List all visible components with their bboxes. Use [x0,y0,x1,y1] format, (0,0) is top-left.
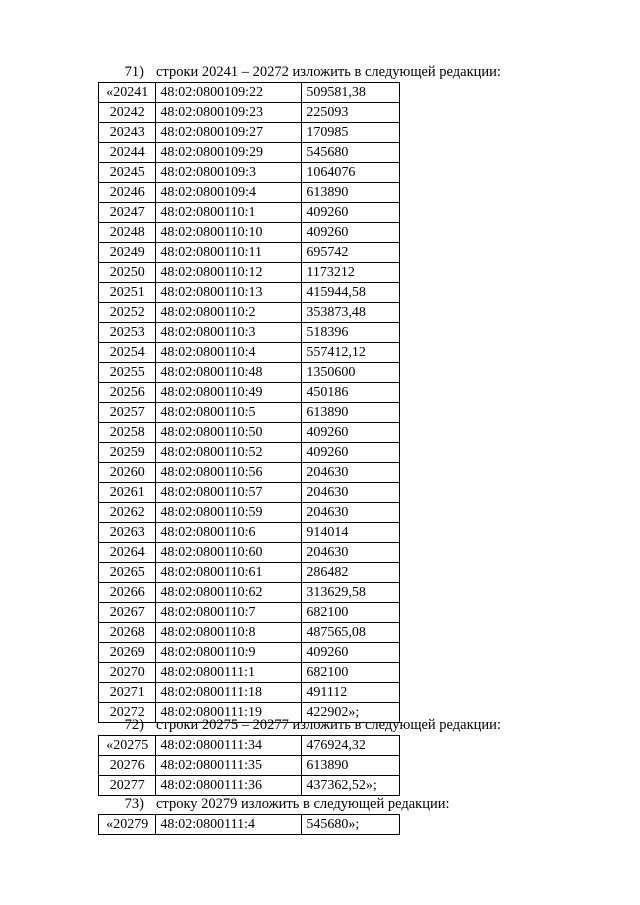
table-row [99,203,400,223]
table-row [99,643,400,663]
table-row [99,583,400,603]
value-cell: 415944,58 [302,283,400,303]
value-cell: 409260 [302,423,400,443]
value-cell: 1173212 [302,263,400,283]
cadastral-number-cell: 48:02:0800111:19 [156,703,302,723]
table-row [99,543,400,563]
row-number-cell: 20269 [99,643,156,663]
value-cell: 613890 [302,756,400,776]
amendment-table-73 [98,814,400,835]
row-number-cell: 20265 [99,563,156,583]
row-number-cell: 20276 [99,756,156,776]
row-number-cell: 20270 [99,663,156,683]
cadastral-number-cell: 48:02:0800110:5 [156,403,302,423]
cadastral-number-cell: 48:02:0800110:10 [156,223,302,243]
cadastral-number-cell: 48:02:0800110:1 [156,203,302,223]
cadastral-number-cell: 48:02:0800110:11 [156,243,302,263]
row-number-cell: «20279 [99,815,156,835]
row-number-cell: 20254 [99,343,156,363]
row-number-cell: 20247 [99,203,156,223]
amendment-table-71 [98,82,400,723]
table-row [99,243,400,263]
value-cell: 225093 [302,103,400,123]
value-cell: 695742 [302,243,400,263]
table-row [99,443,400,463]
cadastral-number-cell: 48:02:0800109:29 [156,143,302,163]
value-cell: 613890 [302,403,400,423]
item-text: строку 20279 изложить в следующей редакции: [156,796,450,812]
value-cell: 204630 [302,543,400,563]
table-row [99,403,400,423]
cadastral-number-cell: 48:02:0800110:57 [156,483,302,503]
row-number-cell: 20248 [99,223,156,243]
item-text: строки 20241 – 20272 изложить в следующей редакции: [156,64,501,80]
item-number: 72) [124,717,144,733]
row-number-cell: 20257 [99,403,156,423]
cadastral-number-cell: 48:02:0800110:12 [156,263,302,283]
table-row [99,123,400,143]
value-cell: 409260 [302,643,400,663]
table-row [99,343,400,363]
cadastral-number-cell: 48:02:0800109:27 [156,123,302,143]
row-number-cell: «20241 [99,83,156,103]
table-row [99,303,400,323]
cadastral-number-cell: 48:02:0800110:48 [156,363,302,383]
table-row [99,736,400,756]
cadastral-number-cell: 48:02:0800110:4 [156,343,302,363]
item-number: 73) [124,796,144,812]
heading-72 [92,715,501,735]
row-number-cell: «20275 [99,736,156,756]
cadastral-number-cell: 48:02:0800110:59 [156,503,302,523]
table-row [99,183,400,203]
row-number-cell: 20253 [99,323,156,343]
value-cell: 487565,08 [302,623,400,643]
cadastral-number-cell: 48:02:0800110:9 [156,643,302,663]
cadastral-number-cell: 48:02:0800110:50 [156,423,302,443]
value-cell: 204630 [302,483,400,503]
value-cell: 286482 [302,563,400,583]
row-number-cell: 20243 [99,123,156,143]
row-number-cell: 20255 [99,363,156,383]
row-number-cell: 20242 [99,103,156,123]
cadastral-number-cell: 48:02:0800110:52 [156,443,302,463]
cadastral-number-cell: 48:02:0800110:8 [156,623,302,643]
value-cell: 914014 [302,523,400,543]
cadastral-number-cell: 48:02:0800110:60 [156,543,302,563]
value-cell: 1350600 [302,363,400,383]
table-row [99,503,400,523]
table-row [99,143,400,163]
value-cell: 476924,32 [302,736,400,756]
table-row [99,223,400,243]
table-row [99,423,400,443]
table-row [99,663,400,683]
item-number: 71) [124,64,144,80]
table-row [99,623,400,643]
cadastral-number-cell: 48:02:0800109:23 [156,103,302,123]
table-row [99,363,400,383]
heading-71 [92,62,501,82]
row-number-cell: 20277 [99,776,156,796]
row-number-cell: 20250 [99,263,156,283]
cadastral-number-cell: 48:02:0800110:62 [156,583,302,603]
value-cell: 1064076 [302,163,400,183]
value-cell: 545680 [302,143,400,163]
cadastral-number-cell: 48:02:0800111:1 [156,663,302,683]
table-row [99,483,400,503]
table-row [99,263,400,283]
row-number-cell: 20272 [99,703,156,723]
cadastral-number-cell: 48:02:0800111:36 [156,776,302,796]
row-number-cell: 20251 [99,283,156,303]
value-cell: 409260 [302,223,400,243]
row-number-cell: 20256 [99,383,156,403]
table-row [99,463,400,483]
value-cell: 450186 [302,383,400,403]
table-row [99,683,400,703]
table-row [99,323,400,343]
value-cell: 682100 [302,603,400,623]
row-number-cell: 20252 [99,303,156,323]
cadastral-number-cell: 48:02:0800110:2 [156,303,302,323]
value-cell: 509581,38 [302,83,400,103]
row-number-cell: 20249 [99,243,156,263]
row-number-cell: 20262 [99,503,156,523]
cadastral-number-cell: 48:02:0800110:56 [156,463,302,483]
table-row [99,103,400,123]
value-cell: 437362,52»; [302,776,400,796]
cadastral-number-cell: 48:02:0800109:22 [156,83,302,103]
cadastral-number-cell: 48:02:0800110:49 [156,383,302,403]
table-row [99,383,400,403]
cadastral-number-cell: 48:02:0800111:35 [156,756,302,776]
row-number-cell: 20260 [99,463,156,483]
value-cell: 409260 [302,203,400,223]
row-number-cell: 20271 [99,683,156,703]
row-number-cell: 20266 [99,583,156,603]
value-cell: 204630 [302,463,400,483]
table-row [99,815,400,835]
row-number-cell: 20261 [99,483,156,503]
row-number-cell: 20258 [99,423,156,443]
table-row [99,523,400,543]
cadastral-number-cell: 48:02:0800111:34 [156,736,302,756]
value-cell: 204630 [302,503,400,523]
value-cell: 682100 [302,663,400,683]
value-cell: 313629,58 [302,583,400,603]
value-cell: 545680»; [302,815,400,835]
cadastral-number-cell: 48:02:0800111:4 [156,815,302,835]
table-row [99,563,400,583]
value-cell: 422902»; [302,703,400,723]
row-number-cell: 20263 [99,523,156,543]
cadastral-number-cell: 48:02:0800111:18 [156,683,302,703]
value-cell: 353873,48 [302,303,400,323]
table-row [99,756,400,776]
value-cell: 409260 [302,443,400,463]
value-cell: 557412,12 [302,343,400,363]
value-cell: 170985 [302,123,400,143]
table-row [99,163,400,183]
cadastral-number-cell: 48:02:0800109:3 [156,163,302,183]
table-row [99,283,400,303]
table-row [99,603,400,623]
row-number-cell: 20244 [99,143,156,163]
row-number-cell: 20246 [99,183,156,203]
cadastral-number-cell: 48:02:0800110:61 [156,563,302,583]
table-row [99,83,400,103]
value-cell: 491112 [302,683,400,703]
row-number-cell: 20259 [99,443,156,463]
cadastral-number-cell: 48:02:0800109:4 [156,183,302,203]
heading-73 [92,794,450,814]
item-text: строки 20275 – 20277 изложить в следующей редакции: [156,717,501,733]
row-number-cell: 20264 [99,543,156,563]
cadastral-number-cell: 48:02:0800110:6 [156,523,302,543]
cadastral-number-cell: 48:02:0800110:3 [156,323,302,343]
value-cell: 518396 [302,323,400,343]
amendment-table-72 [98,735,400,796]
table-row [99,776,400,796]
cadastral-number-cell: 48:02:0800110:7 [156,603,302,623]
row-number-cell: 20268 [99,623,156,643]
row-number-cell: 20245 [99,163,156,183]
value-cell: 613890 [302,183,400,203]
row-number-cell: 20267 [99,603,156,623]
cadastral-number-cell: 48:02:0800110:13 [156,283,302,303]
